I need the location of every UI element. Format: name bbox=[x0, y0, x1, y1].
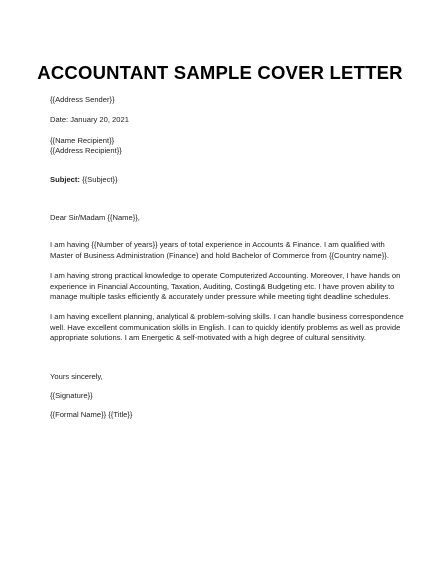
signature: {{Signature}} bbox=[50, 391, 93, 400]
paragraph-line: manage multiple tasks efficiently & accurately under pressure while meeting tight deadline schedules. bbox=[50, 292, 391, 301]
closing: Yours sincerely, bbox=[50, 372, 103, 381]
paragraph-line: I am having {{Number of years}} years of total experience in Accounts & Finance. I am qualified with bbox=[50, 240, 385, 249]
letter-date: Date: January 20, 2021 bbox=[50, 115, 129, 124]
paragraph-line: I am having excellent planning, analytical & problem-solving skills. I can handle business correspondence bbox=[50, 312, 404, 321]
subject-line bbox=[50, 175, 118, 185]
subject-label: Subject: bbox=[50, 175, 80, 184]
recipient-name: {{Name Recipient}} bbox=[50, 136, 115, 145]
paragraph-experience bbox=[50, 240, 395, 261]
paragraph-skills bbox=[50, 271, 401, 303]
document-title: ACCOUNTANT SAMPLE COVER LETTER bbox=[37, 62, 403, 83]
paragraph-line: I am having strong practical knowledge to operate Computerized Accounting. Moreover, I have hands on bbox=[50, 271, 401, 280]
paragraph-line: experience in Financial Accounting, Taxation, Auditing, Costing& Budgeting etc. I have proven ability to bbox=[50, 281, 395, 291]
formal-name-title: {{Formal Name}} {{Title}} bbox=[50, 410, 133, 419]
recipient-address: {{Address Recipient}} bbox=[50, 146, 122, 155]
paragraph-line: well. Have excellent communication skills in English. I can to quickly identify problems as well as provide bbox=[50, 322, 401, 332]
paragraph-line: Master of Business Administration (Finance) and hold Bachelor of Commerce from {{Country name}}. bbox=[50, 250, 389, 260]
salutation: Dear Sir/Madam {{Name}}, bbox=[50, 213, 140, 222]
subject-value: {{Subject}} bbox=[79, 175, 118, 184]
paragraph-line: appropriate solutions. I am Energetic & self-motivated with a high degree of cultural sensitivity. bbox=[50, 333, 367, 342]
paragraph-qualities bbox=[50, 312, 404, 344]
address-sender: {{Address Sender}} bbox=[50, 95, 115, 104]
